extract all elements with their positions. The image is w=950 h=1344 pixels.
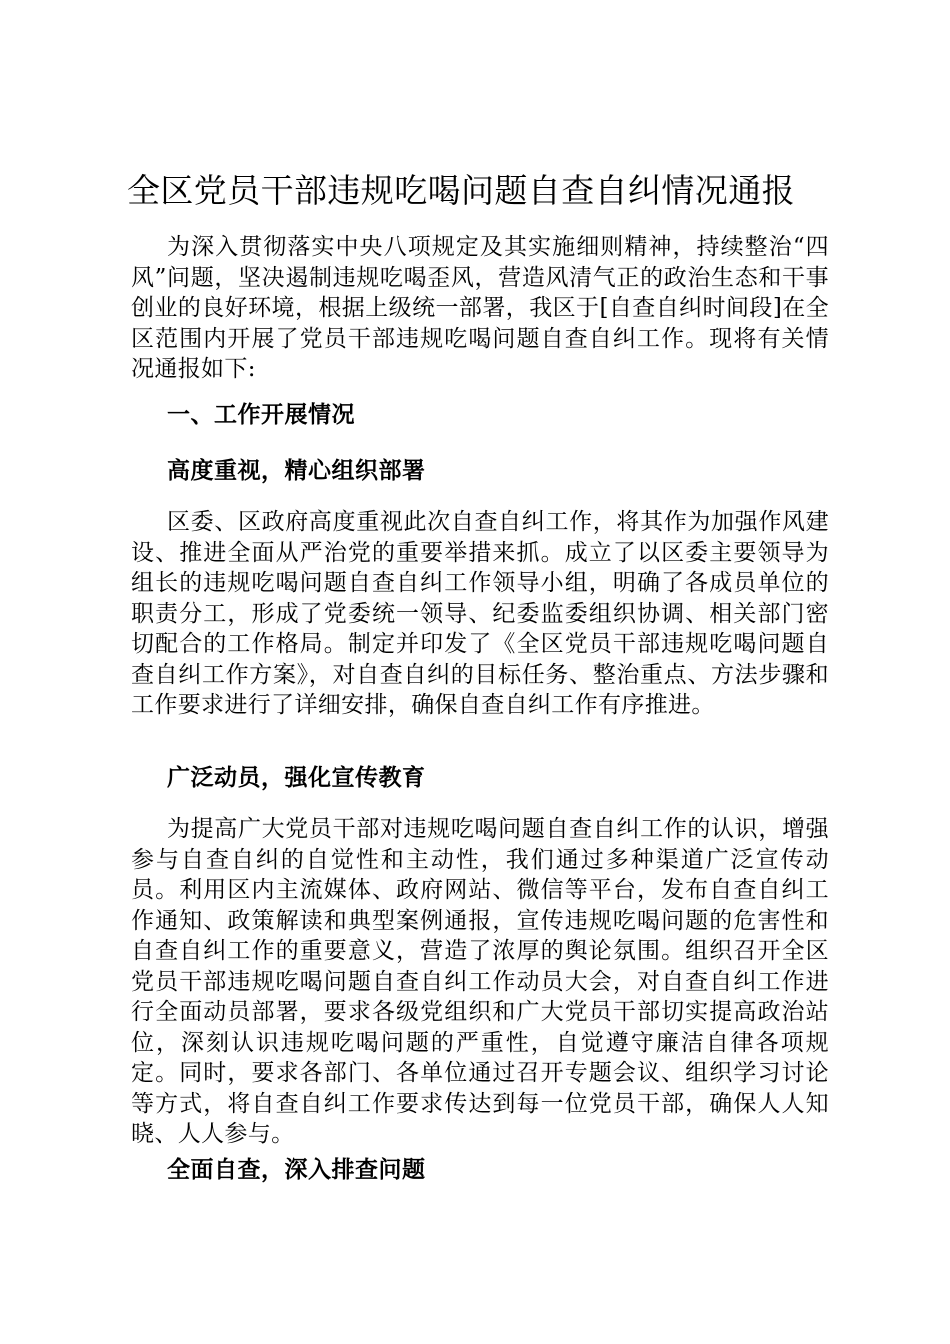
intro-paragraph: 为深入贯彻落实中央八项规定及其实施细则精神，持续整治“四风”问题，坚决遏制违规吃喝歪风，营造风清气正的政治生态和干事创业的良好环境，根据上级统一部署，我区于[自查自纠时间段]在全区范围内开展了党员干部违规吃喝问题自查自纠工作。现将有关情况通报如下: <box>131 234 829 382</box>
subsection-heading-organization: 高度重视，精心组织部署 <box>167 457 426 484</box>
subsection-heading-self-inspection: 全面自查，深入排查问题 <box>167 1156 426 1183</box>
section-heading-work-progress: 一、工作开展情况 <box>167 401 355 428</box>
document-title: 全区党员干部违规吃喝问题自查自纠情况通报 <box>127 171 795 210</box>
publicity-paragraph: 为提高广大党员干部对违规吃喝问题自查自纠工作的认识，增强参与自查自纠的自觉性和主动性，我们通过多种渠道广泛宣传动员。利用区内主流媒体、政府网站、微信等平台，发布自查自纠工作通知、政策解读和典型案例通报，宣传违规吃喝问题的危害性和自查自纠工作的重要意义，营造了浓厚的舆论氛围。组织召开全区党员干部违规吃喝问题自查自纠工作动员大会，对自查自纠工作进行全面动员部署，要求各级党组织和广大党员干部切实提高政治站位，深刻认识违规吃喝问题的严重性，自觉遵守廉洁自律各项规定。同时，要求各部门、各单位通过召开专题会议、组织学习讨论等方式，将自查自纠工作要求传达到每一位党员干部，确保人人知晓、人人参与。 <box>131 816 829 1147</box>
subsection-heading-publicity: 广泛动员，强化宣传教育 <box>167 764 426 791</box>
organization-paragraph: 区委、区政府高度重视此次自查自纠工作，将其作为加强作风建设、推进全面从严治党的重要举措来抓。成立了以区委主要领导为组长的违规吃喝问题自查自纠工作领导小组，明确了各成员单位的职责分工，形成了党委统一领导、纪委监委组织协调、相关部门密切配合的工作格局。制定并印发了《全区党员干部违规吃喝问题自查自纠工作方案》，对自查自纠的目标任务、整治重点、方法步骤和工作要求进行了详细安排，确保自查自纠工作有序推进。 <box>131 509 829 718</box>
